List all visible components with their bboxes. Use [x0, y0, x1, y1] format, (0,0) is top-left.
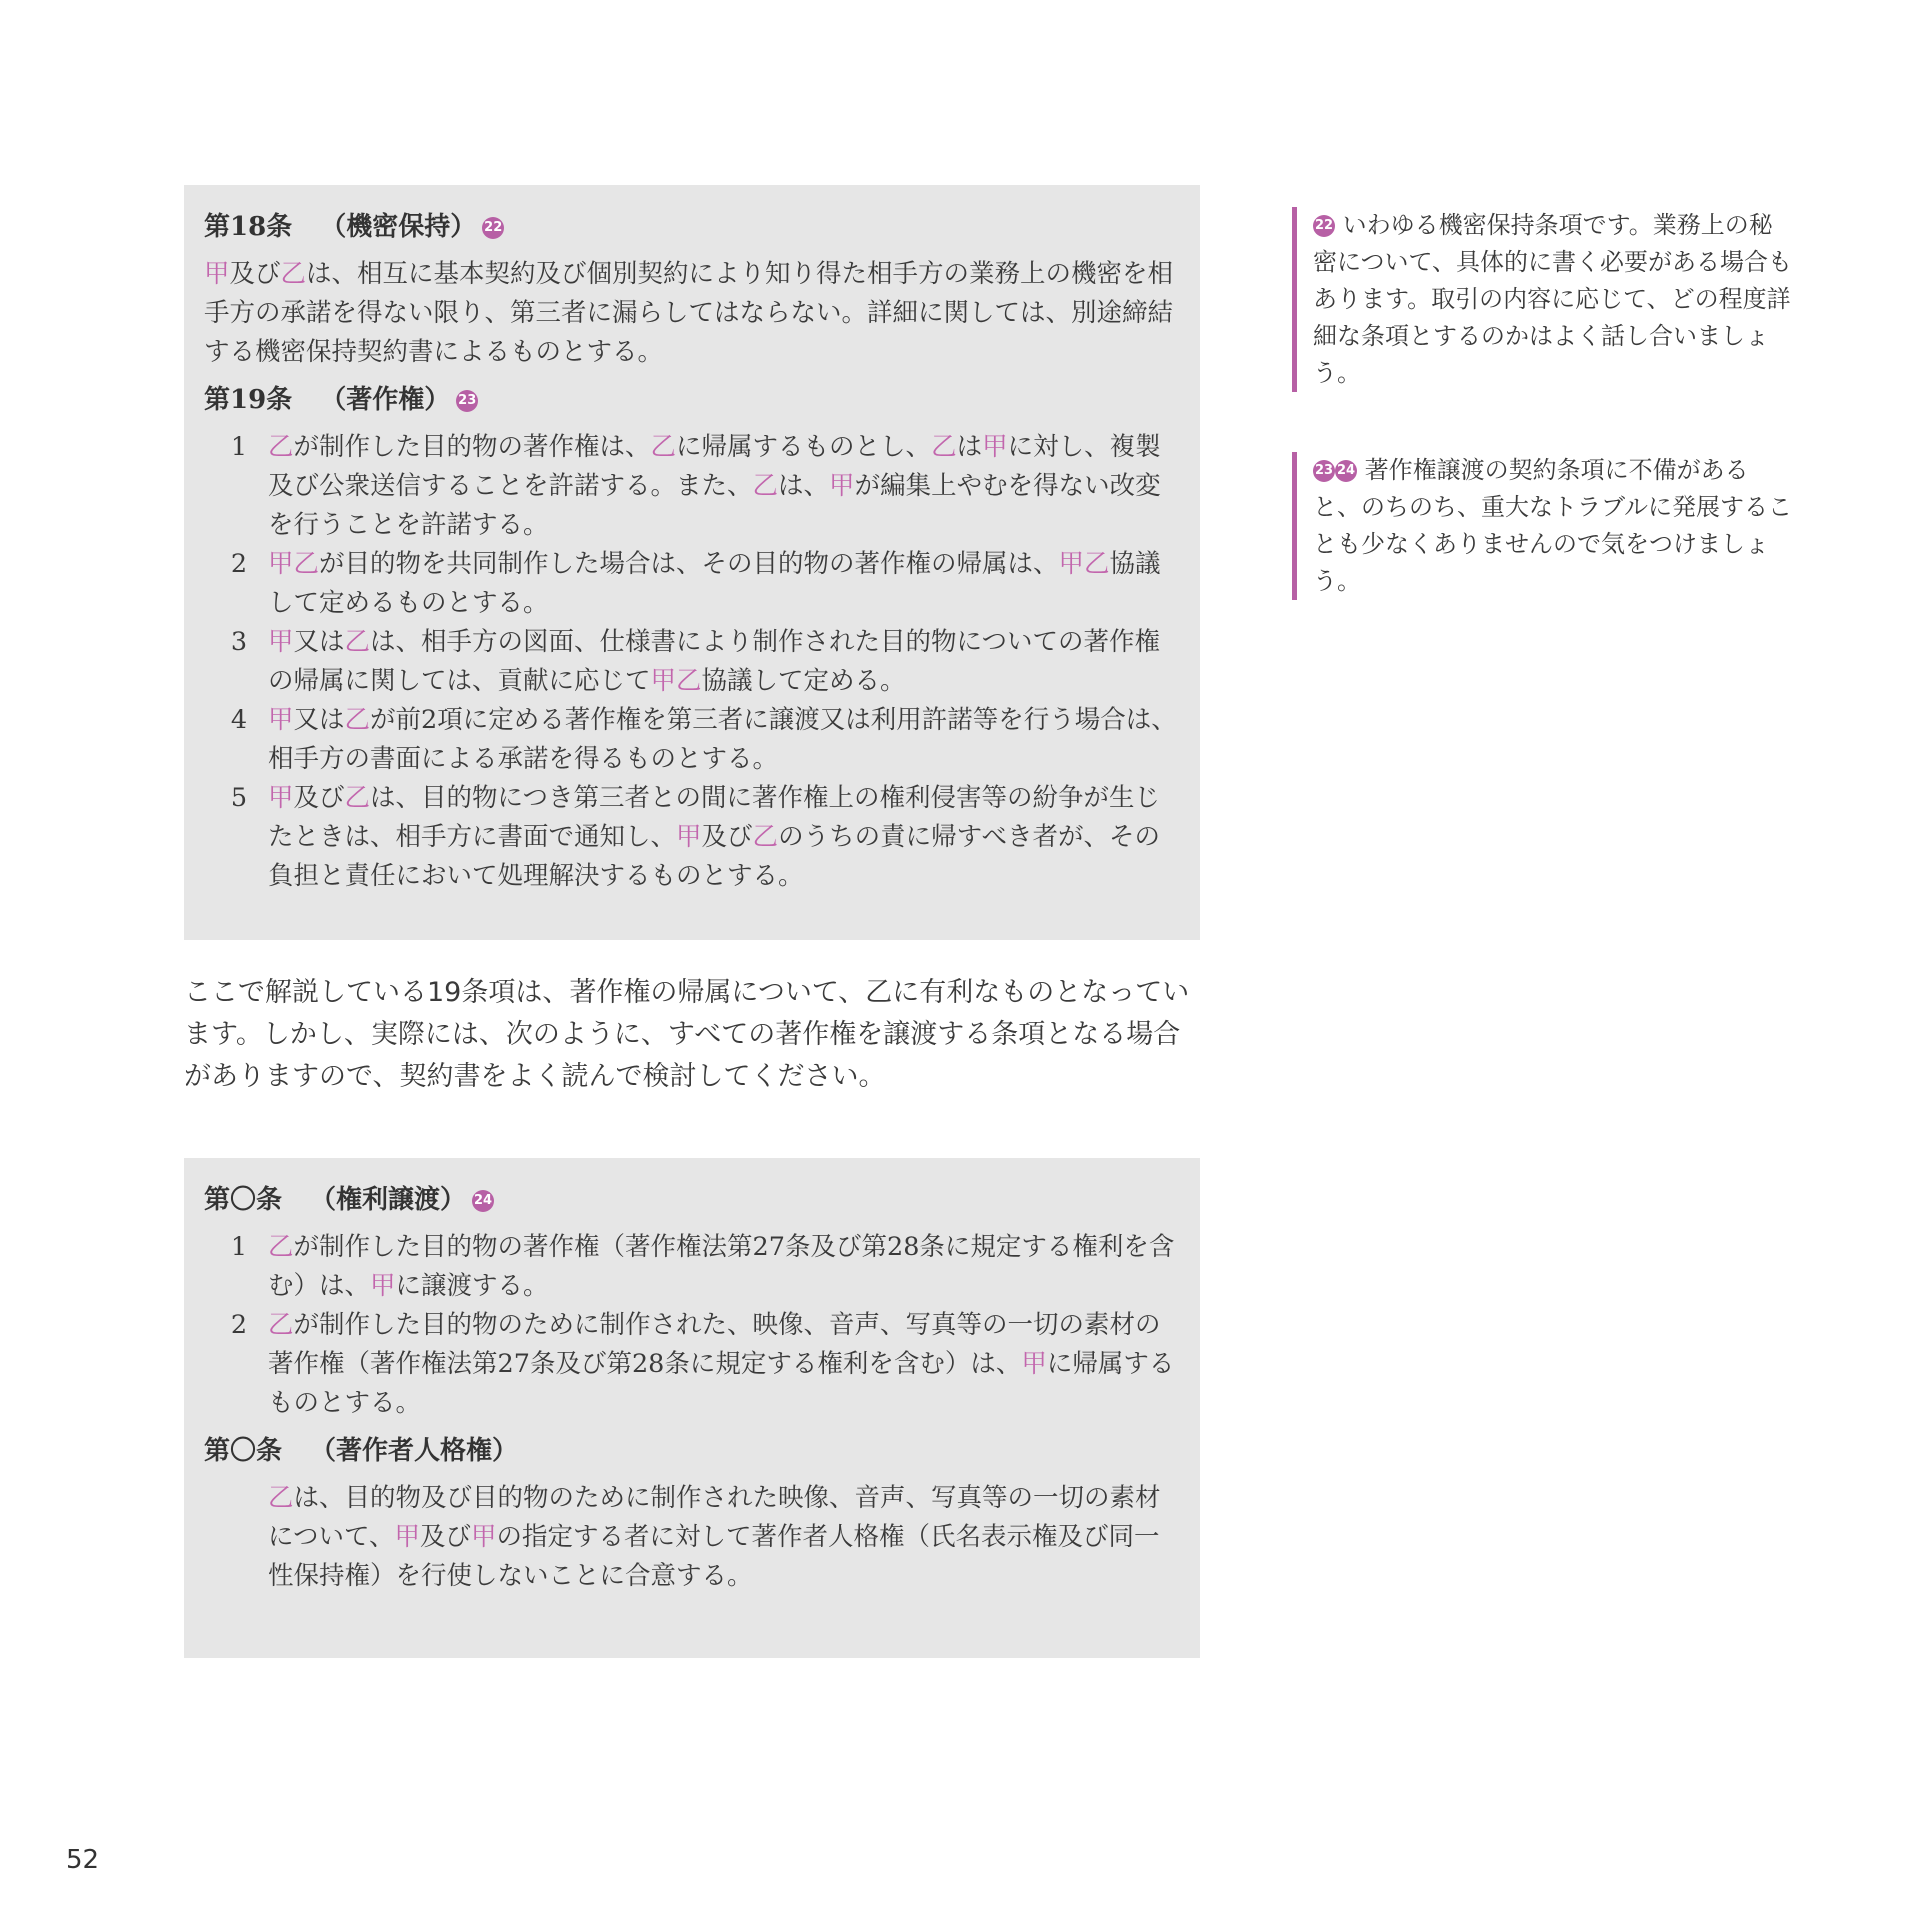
contract-box-1 — [184, 185, 1200, 940]
article-19-item-1 — [204, 428, 1180, 545]
contract-box-2 — [184, 1158, 1200, 1658]
rights-transfer-number: 第〇条 — [204, 1185, 283, 1215]
rights-transfer-item-2 — [204, 1306, 1180, 1423]
moral-rights-heading — [204, 1433, 1180, 1469]
side-note-22 — [1292, 207, 1793, 392]
clause-text: 及び — [701, 822, 753, 852]
item-number: 1 — [230, 432, 248, 462]
item-text — [268, 545, 1180, 623]
party-name: 乙 — [268, 1310, 294, 1340]
item-text — [268, 428, 1180, 545]
article-19-title: （著作権） — [320, 385, 451, 415]
party-name: 乙 — [931, 432, 957, 462]
article-19-item-4 — [204, 701, 1180, 779]
clause-text: のうちの責に帰すべき者が、その負担と責任において処理解決するものとする。 — [268, 822, 1161, 891]
article-19-item-3 — [204, 623, 1180, 701]
clause-text: が制作した目的物の著作権（著作権法第27条及び第28条に規定する権利を含む）は、 — [268, 1232, 1175, 1301]
item-number: 4 — [230, 705, 248, 735]
clause-text: 又は — [293, 627, 345, 657]
article-18-title: （機密保持） — [320, 212, 477, 242]
note-text: 著作権譲渡の契約条項に不備があると、のちのち、重大なトラブルに発展することも少なくありませんので気をつけましょう。 — [1313, 456, 1793, 595]
article-19-number: 第19条 — [204, 385, 293, 415]
clause-text: は、目的物及び目的物のために制作された映像、音声、写真等の一切の素材について、 — [268, 1483, 1161, 1552]
article-18-body: 甲及び乙は、相互に基本契約及び個別契約により知り得た相手方の業務上の機密を相手方の承諾を得ない限り、第三者に漏らしてはならない。詳細に関しては、別途締結する機密保持契約書によるものとする。 — [204, 259, 1174, 367]
party-name: 甲 — [370, 1271, 396, 1301]
item-number: 1 — [230, 1232, 248, 1262]
article-19-item-2 — [204, 545, 1180, 623]
party-name: 乙 — [268, 1483, 294, 1513]
party-name: 甲 — [268, 627, 294, 657]
clause-text: が目的物を共同制作した場合は、その目的物の著作権の帰属は、 — [319, 549, 1059, 579]
item-number: 5 — [230, 783, 248, 813]
footnote-badge-23: 23 — [456, 390, 478, 412]
party-name: 乙 — [752, 471, 779, 501]
article-19-item-5 — [204, 779, 1180, 896]
footnote-badge-24: 24 — [1335, 460, 1357, 482]
party-name: 甲 — [471, 1522, 497, 1552]
clause-text: 及び — [293, 783, 345, 813]
party-name: 甲乙 — [268, 549, 320, 579]
item-text — [268, 779, 1180, 896]
moral-rights-title: （著作者人格権） — [310, 1436, 519, 1466]
item-text — [268, 623, 1180, 701]
item-text — [268, 701, 1180, 779]
article-18-heading — [204, 209, 1180, 245]
rights-transfer-heading — [204, 1182, 1180, 1218]
party-name: 甲 — [829, 471, 855, 501]
article-18-number: 第18条 — [204, 212, 293, 242]
clause-text: の指定する者に対して著作者人格権（氏名表示権及び同一性保持権）を行使しないことに合意する。 — [268, 1522, 1160, 1591]
clause-text: に譲渡する。 — [395, 1271, 549, 1301]
clause-text: 協議して定める。 — [701, 666, 906, 696]
clause-text: に帰属するものとする。 — [268, 1349, 1175, 1418]
article-19-items — [204, 428, 1180, 896]
clause-text: が編集上やむを得ない改変を行うことを許諾する。 — [268, 471, 1161, 540]
party-name: 甲 — [268, 783, 294, 813]
clause-text: が制作した目的物の著作権は、 — [293, 432, 651, 462]
footnote-badge-23: 23 — [1313, 460, 1335, 482]
item-number: 3 — [230, 627, 248, 657]
clause-text: 又は — [293, 705, 345, 735]
moral-rights-body — [204, 1479, 1180, 1596]
clause-text: が前2項に定める著作権を第三者に譲渡又は利用許諾等を行う場合は、相手方の書面による承諾を得るものとする。 — [268, 705, 1177, 774]
article-19-heading — [204, 382, 1180, 418]
clause-text: 及び — [420, 1522, 472, 1552]
note-text: いわゆる機密保持条項です。業務上の秘密について、具体的に書く必要がある場合もあります。取引の内容に応じて、どの程度詳細な条項とするのかはよく話し合いましょう。 — [1313, 211, 1793, 387]
party-otsu: 乙 — [280, 259, 307, 289]
rights-transfer-item-1 — [204, 1228, 1180, 1306]
party-name: 乙 — [752, 822, 779, 852]
clause-text: に対し、複製及び公衆送信することを許諾する。また、 — [268, 432, 1161, 501]
party-name: 乙 — [268, 1232, 294, 1262]
item-number: 2 — [230, 549, 248, 579]
party-name: 甲 — [394, 1522, 420, 1552]
clause-text: に帰属するものとし、 — [676, 432, 932, 462]
party-name: 乙 — [344, 705, 371, 735]
party-name: 乙 — [268, 432, 294, 462]
item-text — [268, 1228, 1180, 1306]
item-text — [268, 1306, 1180, 1423]
clause-text: は、相手方の図面、仕様書により制作された目的物についての著作権の帰属に関しては、貢献に応じて — [268, 627, 1161, 696]
moral-rights-number: 第〇条 — [204, 1436, 283, 1466]
rights-transfer-items — [204, 1228, 1180, 1423]
party-name: 甲 — [982, 432, 1008, 462]
footnote-badge-22: 22 — [482, 217, 504, 239]
party-name: 甲 — [1021, 1349, 1047, 1379]
side-note-23-24 — [1292, 452, 1793, 600]
clause-text: は、 — [778, 471, 830, 501]
party-ko: 甲 — [204, 259, 230, 289]
explanation-paragraph: ここで解説している19条項は、著作権の帰属について、乙に有利なものとなっています。しかし、実際には、次のように、すべての著作権を譲渡する条項となる場合がありますので、契約書をよく読んで検討してください。 — [184, 977, 1190, 1092]
clause-text: は — [956, 432, 983, 462]
clause-text: は、目的物につき第三者との間に著作権上の権利侵害等の紛争が生じたときは、相手方に書面で通知し、 — [268, 783, 1161, 852]
footnote-badge-24: 24 — [472, 1190, 494, 1212]
item-number: 2 — [230, 1310, 248, 1340]
rights-transfer-title: （権利譲渡） — [310, 1185, 467, 1215]
party-name: 甲 — [268, 705, 294, 735]
clause-text: 協議して定めるものとする。 — [268, 549, 1161, 618]
footnote-badge-22: 22 — [1313, 215, 1335, 237]
party-name: 乙 — [650, 432, 677, 462]
clause-text: が制作した目的物のために制作された、映像、音声、写真等の一切の素材の著作権（著作権法第27条及び第28条に規定する権利を含む）は、 — [268, 1310, 1161, 1379]
party-name: 乙 — [344, 627, 371, 657]
party-name: 甲 — [676, 822, 702, 852]
party-name: 甲乙 — [650, 666, 702, 696]
party-name: 甲乙 — [1058, 549, 1110, 579]
party-name: 乙 — [344, 783, 371, 813]
page-number: 52 — [66, 1845, 100, 1875]
